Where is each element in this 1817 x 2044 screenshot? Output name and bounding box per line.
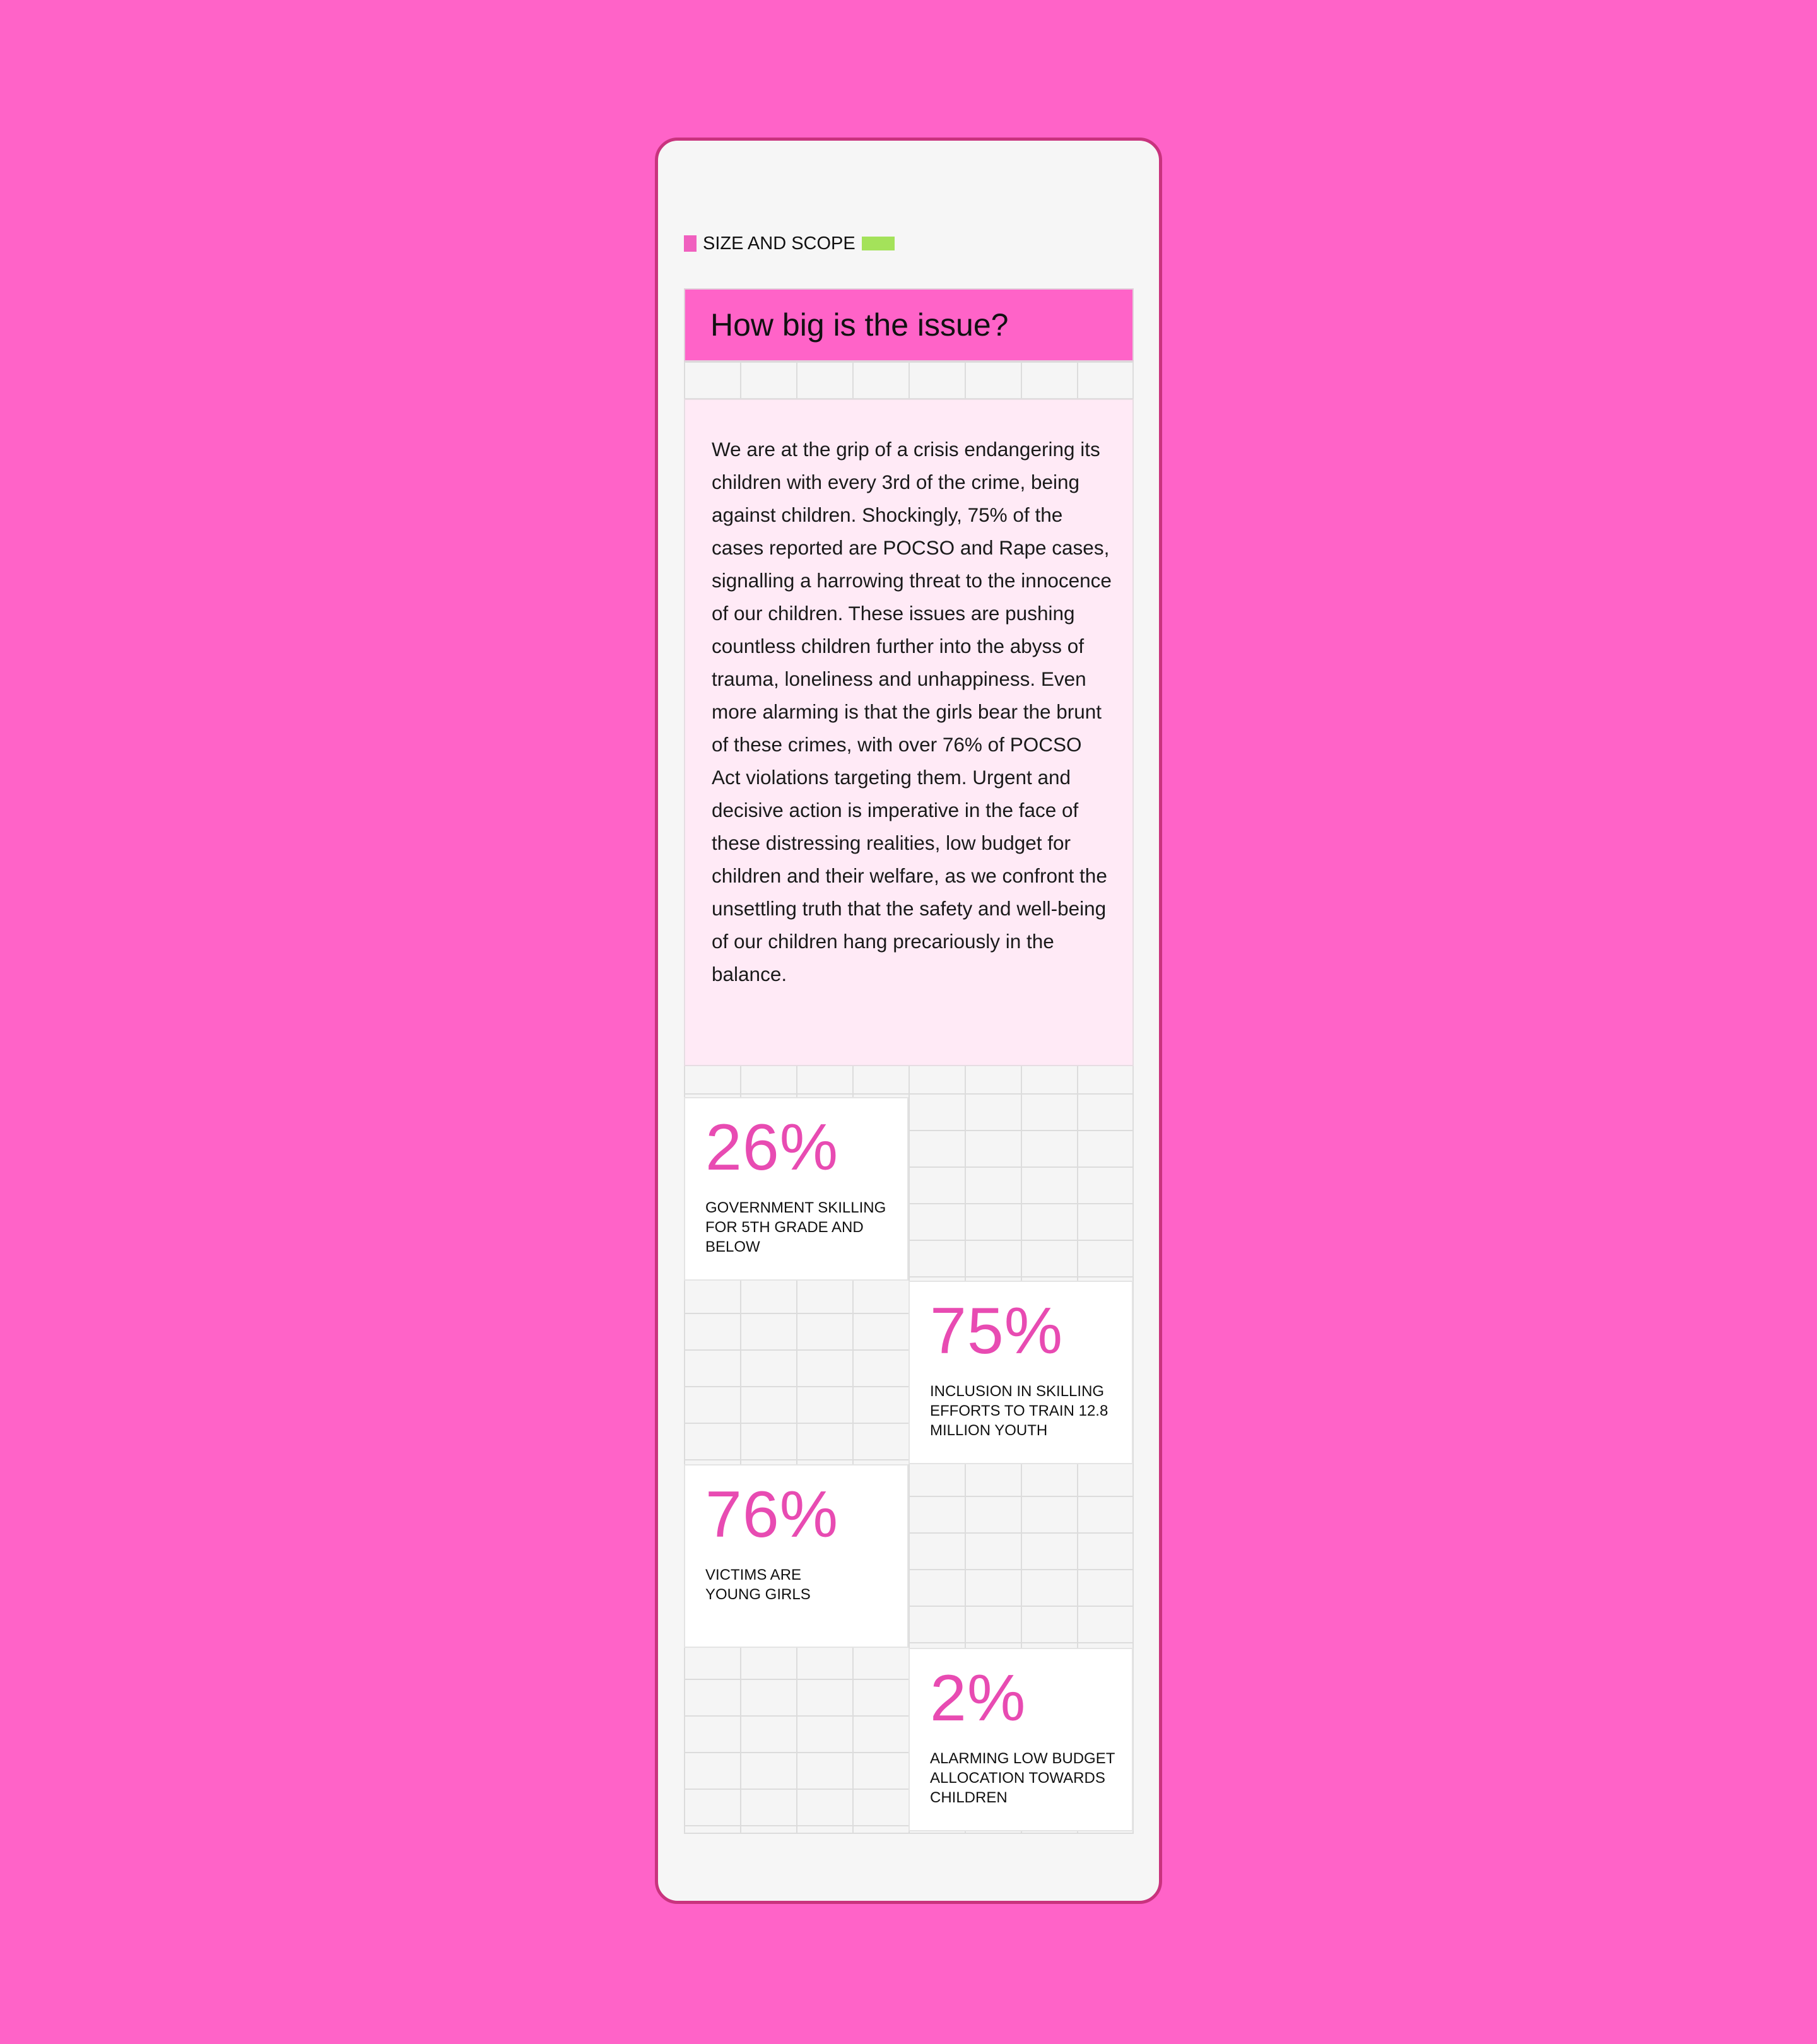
stat-card-75 [908, 1281, 1133, 1464]
heading-box [684, 288, 1134, 361]
tag-pink-marker [684, 235, 697, 252]
stat-card-76 [684, 1464, 908, 1648]
stat-label: VICTIMS ARE YOUNG GIRLS [705, 1566, 811, 1603]
stat-value: 75% [930, 1295, 1064, 1368]
stat-label: INCLUSION IN SKILLING EFFORTS TO TRAIN 12.8 MILLION YOUTH [930, 1383, 1108, 1439]
stat-card-2 [908, 1648, 1133, 1831]
stat-value: 26% [705, 1111, 839, 1184]
body-paragraph: We are at the grip of a crisis endangering its children with every 3rd of the crime, being against children. Shockingly, 75% of the cases reported are POCSO and Rape cases, signalling a harrowing threat to the innocence of our children. These issues are pushing countless children further into the abyss of trauma, loneliness and unhappiness. Even more alarming is that the girls bear the brunt of these crimes, with over 76% of POCSO Act violations targeting them. Urgent and decisive action is imperative in the face of these distressing realities, low budget for children and their welfare, as we confront the unsettling truth that the safety and well-being of our children hang precariously in the balance. [712, 438, 1112, 985]
stat-value: 76% [705, 1478, 839, 1551]
stat-card-26 [684, 1097, 908, 1281]
body-text-box [684, 399, 1134, 1066]
stat-label: ALARMING LOW BUDGET ALLOCATION TOWARDS CHILDREN [930, 1750, 1115, 1806]
page-title: How big is the issue? [710, 307, 1009, 343]
section-tag [684, 233, 895, 254]
section-tag-label: SIZE AND SCOPE [703, 233, 856, 254]
stat-label: GOVERNMENT SKILLING FOR 5TH GRADE AND BELOW [705, 1199, 886, 1255]
stat-value: 2% [930, 1662, 1026, 1735]
tag-green-marker [862, 237, 895, 250]
